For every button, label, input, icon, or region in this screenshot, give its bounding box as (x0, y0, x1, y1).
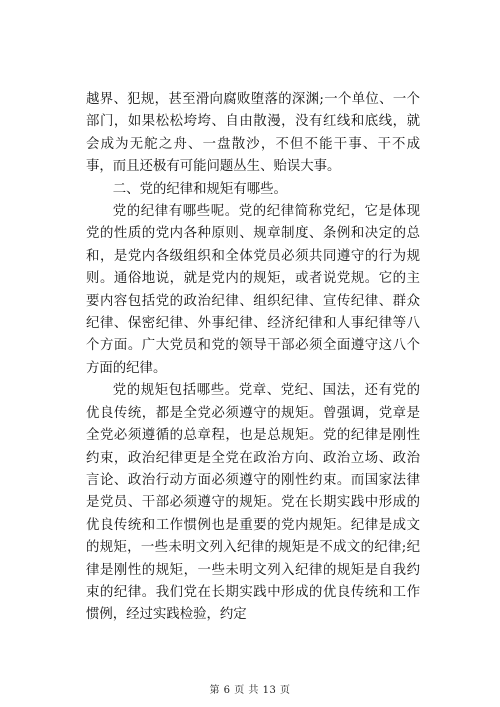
section-heading: 二、党的纪律和规矩有哪些。 (112, 181, 287, 197)
paragraph-party-rules: 党的规矩包括哪些。党章、党纪、国法，还有党的优良传统，都是全党必须遵守的规矩。曾强调，党章是全党必须遵循的总章程，也是总规矩。党的纪律是刚性约束，政治纪律更是全党在政治方向、政治立场、政治言论、政治行动方面必须遵守的刚性约束。而国家法律是党员、干部必须遵守的规矩。党在长期实践中形成的优良传统和工作惯例也是重要的党内规矩。纪律是成文的规矩，一些未明文列入纪律的规矩是不成文的纪律;纪律是刚性的规矩，一些未明文列入纪律的规矩是自我约束的纪律。我们党在长期实践中形成的优良传统和工作惯例，经过实践检验，约定 (86, 383, 420, 623)
paragraph-continuation: 越界、犯规，甚至滑向腐败堕落的深渊;一个单位、一个部门，如果松松垮垮、自由散漫，没有红线和底线，就会成为无舵之舟、一盘散沙，不但不能干事、干不成事，而且还极有可能问题丛生、贻误大事。 (86, 92, 420, 175)
page-number-footer: 第 6 页 共 13 页 (209, 685, 291, 696)
paragraph-party-discipline: 党的纪律有哪些呢。党的纪律简称党纪，它是体现党的性质的党内各种原则、规章制度、条例和决定的总和，是党内各级组织和全体党员必须共同遵守的行为规则。通俗地说，就是党内的规矩，或者说党规。它的主要内容包括党的政治纪律、组织纪律、宣传纪律、群众纪律、保密纪律、外事纪律、经济纪律和人事纪律等八个方面。广大党员和党的领导干部必须全面遵守这八个方面的纪律。 (86, 204, 420, 376)
page-body (86, 89, 420, 627)
